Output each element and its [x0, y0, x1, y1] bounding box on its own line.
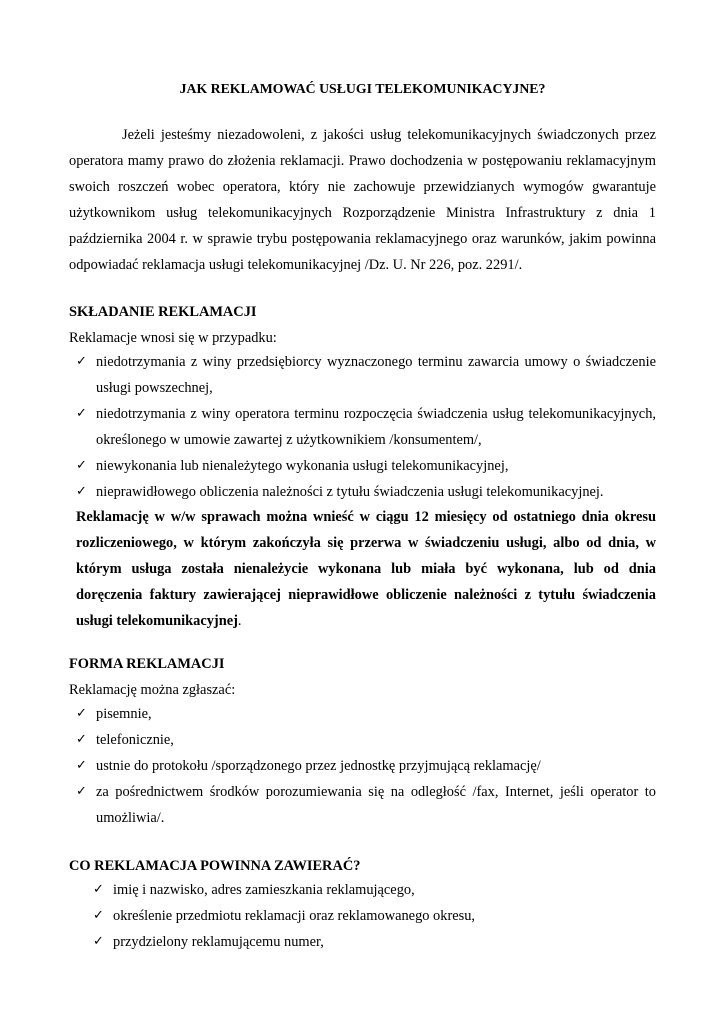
checkmark-icon: ✓ [76, 458, 87, 473]
document-title: JAK REKLAMOWAĆ USŁUGI TELEKOMUNIKACYJNE? [179, 81, 546, 96]
list-item: ✓ ustnie do protokołu /sporządzonego przez jednostkę przyjmującą reklamację/ [69, 753, 656, 779]
list-item: ✓ przydzielony reklamującemu numer, [86, 929, 656, 955]
list-item: ✓ niedotrzymania z winy operatora terminu rozpoczęcia świadczenia usług telekomunikacyjnych, określonego w umowie zawartej z użytkownikiem /konsumentem/, [69, 401, 656, 453]
list-item: ✓ niedotrzymania z winy przedsiębiorcy wyznaczonego terminu zawarcia umowy o świadczenie usługi powszechnej, [69, 349, 656, 401]
checkmark-icon: ✓ [76, 758, 87, 773]
list-item: ✓ nieprawidłowego obliczenia należności z tytułu świadczenia usługi telekomunikacyjnej. [69, 479, 656, 505]
section-lead-forma: Reklamację można zgłaszać: [69, 682, 236, 698]
list-item: ✓ określenie przedmiotu reklamacji oraz reklamowanego okresu, [86, 903, 656, 929]
list-item: ✓ niewykonania lub nienależytego wykonania usługi telekomunikacyjnej, [69, 453, 656, 479]
checkmark-icon: ✓ [76, 484, 87, 499]
section-heading-skladanie: SKŁADANIE REKLAMACJI [69, 304, 257, 320]
checkmark-icon: ✓ [76, 732, 87, 747]
checkmark-icon: ✓ [93, 908, 104, 923]
list-zawartosc [86, 877, 656, 955]
list-item: ✓ za pośrednictwem środków porozumiewania się na odległość /fax, Internet, jeśli operator to umożliwia/. [69, 779, 656, 831]
checkmark-icon: ✓ [76, 706, 87, 721]
list-forma [69, 701, 656, 831]
checkmark-icon: ✓ [76, 784, 87, 799]
section-lead-skladanie: Reklamacje wnosi się w przypadku: [69, 330, 277, 346]
list-item: ✓ imię i nazwisko, adres zamieszkania reklamującego, [86, 877, 656, 903]
list-item: ✓ pisemnie, [69, 701, 656, 727]
checkmark-icon: ✓ [76, 354, 87, 369]
list-item: ✓ telefonicznie, [69, 727, 656, 753]
deadline-note: Reklamację w w/w sprawach można wnieść w ciągu 12 miesięcy od ostatniego dnia okresu rozliczeniowego, w którym zakończyła się przerwa w świadczeniu usługi, albo od dnia, w którym usługa została nienależycie wykonana lub miała być wykonana, lub od dnia doręczenia faktury zawierającej nieprawidłowe obliczenie należności z tytułu świadczenia usługi telekomunikacyjnej. [76, 509, 656, 629]
checkmark-icon: ✓ [76, 406, 87, 421]
list-skladanie [69, 349, 656, 505]
intro-paragraph [69, 122, 656, 278]
checkmark-icon: ✓ [93, 882, 104, 897]
intro-text: Jeżeli jesteśmy niezadowoleni, z jakości usług telekomunikacyjnych świadczonych przez operatora mamy prawo do złożenia reklamacji. Prawo dochodzenia w postępowaniu reklamacyjnym swoich roszczeń wobec operatora, który nie zachowuje przewidzianych wymogów gwarantuje użytkownikom usług telekomunikacyjnych Rozporządzenie Ministra Infrastruktury z dnia 1 października 2004 r. w sprawie trybu postępowania reklamacyjnego oraz warunków, jakim powinna odpowiadać reklamacja usługi telekomunikacyjnej /Dz. U. Nr 226, poz. 2291/. [69, 127, 656, 273]
checkmark-icon: ✓ [93, 934, 104, 949]
section-heading-zawartosc: CO REKLAMACJA POWINNA ZAWIERAĆ? [69, 858, 361, 874]
section-heading-forma: FORMA REKLAMACJI [69, 656, 225, 672]
